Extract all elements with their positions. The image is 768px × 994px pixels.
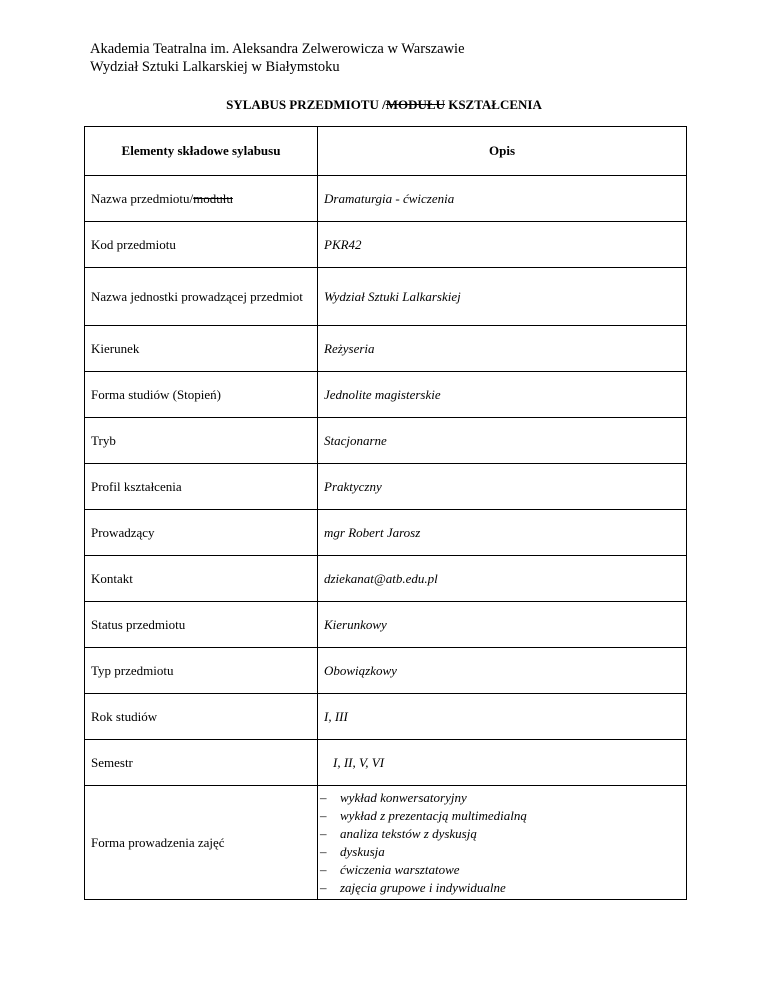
document-header [90,40,465,76]
title-part-2: KSZTAŁCENIA [444,97,542,112]
class-forms-list [320,789,680,897]
list-item: – ćwiczenia warsztatowe [320,861,680,879]
list-item: – dyskusja [320,843,680,861]
table-header-row [85,127,687,176]
row-value-list [318,786,687,900]
table-row [85,326,687,372]
list-item: – zajęcia grupowe i indywidualne [320,879,680,897]
faculty-name: Wydział Sztuki Lalkarskiej w Białymstoku [90,59,340,75]
row-label: Kontakt [85,556,318,602]
row-value: Reżyseria [318,326,687,372]
column-header-description: Opis [318,127,687,176]
row-label: Kierunek [85,326,318,372]
row-value: mgr Robert Jarosz [318,510,687,556]
list-item: – wykład konwersatoryjny [320,789,680,807]
list-item: – analiza tekstów z dyskusją [320,825,680,843]
list-item: – wykład z prezentacją multimedialną [320,807,680,825]
row-value-contact: dziekanat@atb.edu.pl [318,556,687,602]
row-value: Stacjonarne [318,418,687,464]
table-row [85,176,687,222]
table-row [85,268,687,326]
row-label: Kod przedmiotu [85,222,318,268]
syllabus-table [84,126,687,900]
table-row [85,694,687,740]
row-label: Nazwa jednostki prowadzącej przedmiot [85,268,318,326]
row-label: Tryb [85,418,318,464]
table-row [85,556,687,602]
document-title [0,97,768,113]
row-label: Forma studiów (Stopień) [85,372,318,418]
row-value: Wydział Sztuki Lalkarskiej [318,268,687,326]
table-row [85,740,687,786]
row-label: Rok studiów [85,694,318,740]
row-label: Status przedmiotu [85,602,318,648]
table-row [85,464,687,510]
row-label: Semestr [85,740,318,786]
row-label: Typ przedmiotu [85,648,318,694]
table-row [85,648,687,694]
row-label: Forma prowadzenia zajęć [85,786,318,900]
title-struck-word: MODUŁU [385,97,445,112]
title-part-1: SYLABUS PRZEDMIOTU / [226,97,386,112]
row-value: Obowiązkowy [318,648,687,694]
table-row [85,786,687,900]
table-row [85,372,687,418]
row-label: Profil kształcenia [85,464,318,510]
row-label: Prowadzący [85,510,318,556]
row-label [85,176,318,222]
row-value: Dramaturgia - ćwiczenia [318,176,687,222]
column-header-elements: Elementy składowe sylabusu [85,127,318,176]
row-value: I, III [318,694,687,740]
row-label-text: Nazwa przedmiotu/ [91,191,194,206]
table-row [85,418,687,464]
table-row [85,510,687,556]
table-row [85,222,687,268]
row-label-struck: modułu [193,191,233,206]
table-row [85,602,687,648]
row-value: Jednolite magisterskie [318,372,687,418]
row-value: PKR42 [318,222,687,268]
row-value: I, II, V, VI [318,740,687,786]
row-value: Praktyczny [318,464,687,510]
row-value: Kierunkowy [318,602,687,648]
institution-name: Akademia Teatralna im. Aleksandra Zelwerowicza w Warszawie [90,41,465,57]
